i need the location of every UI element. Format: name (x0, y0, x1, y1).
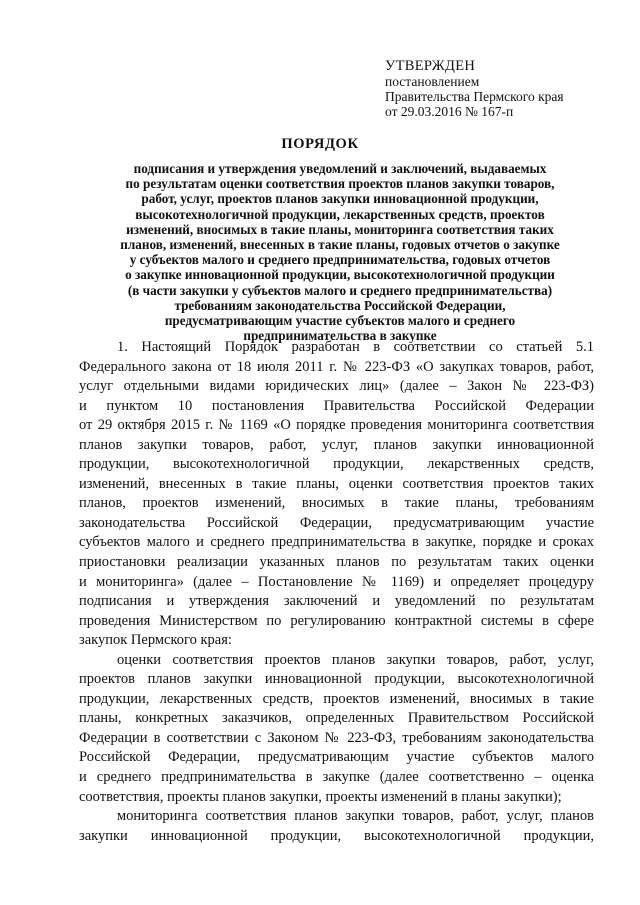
body-line: планов, проектов изменений, вносимых в такие планы, требованиям (79, 495, 594, 512)
subtitle-line: у субъектов малого и среднего предпринимательства, годовых отчетов (129, 252, 551, 268)
approval-line: постановлением (385, 74, 480, 89)
subtitle-line: предпринимательства в закупке (243, 328, 437, 344)
body-line: закупки инновационной продукции, высокотехнологичной продукции, (79, 827, 594, 844)
document-title: ПОРЯДОК (281, 136, 359, 152)
body-line: услуг отдельными видами юридических лиц» (далее – Закон № 223-ФЗ) (79, 378, 594, 395)
body-line: Федерального закона от 18 июля 2011 г. № 223-ФЗ «О закупках товаров, работ, (79, 358, 594, 375)
approval-stamp (385, 59, 625, 119)
body-line: продукции, высокотехнологичной продукции, лекарственных средств, (79, 456, 594, 473)
subtitle-line: высокотехнологичной продукции, лекарственных средств, проектов (135, 206, 545, 222)
document-subtitle (60, 161, 620, 343)
subtitle-line: работ, услуг, проектов планов закупки инновационной продукции, (141, 191, 539, 207)
subtitle-line: о закупке инновационной продукции, высокотехнологичной продукции (125, 267, 555, 283)
body-line: и среднего предпринимательства в закупке (далее соответственно – оценка (79, 769, 594, 786)
body-line: планов закупки товаров, работ, услуг, планов закупки инновационной (79, 436, 594, 453)
body-line: законодательства Российской Федерации, предусматривающим участие (79, 514, 594, 531)
body-line: от 29 октября 2015 г. № 1169 «О порядке проведения мониторинга соответствия (79, 417, 594, 434)
subtitle-line: планов, изменений, внесенных в такие планы, годовых отчетов о закупке (120, 237, 560, 253)
subtitle-line: (в части закупки у субъектов малого и среднего предпринимательства) (127, 282, 553, 298)
body-line: и мониторинга» (далее – Постановление № 1169) и определяет процедуру (79, 573, 594, 590)
subtitle-line: по результатам оценки соответствия проектов планов закупки товаров, (125, 176, 555, 192)
body-line: проектов планов закупки инновационной продукции, высокотехнологичной (79, 671, 594, 688)
body-text (79, 338, 594, 846)
body-line: Федерации в соответствии с Законом № 223-ФЗ, требованиям законодательства (79, 729, 594, 746)
approval-line: от 29.03.2016 № 167-п (385, 104, 514, 119)
body-line: изменений, внесенных в такие планы, оценки соответствия проектов таких (79, 475, 594, 492)
body-line: продукции, лекарственных средств, проектов изменений, вносимых в такие (79, 690, 594, 707)
body-line: планы, конкретных заказчиков, определенных Правительством Российской (79, 710, 594, 727)
body-line: и пунктом 10 постановления Правительства Российской Федерации (79, 397, 594, 414)
body-line: оценки соответствия проектов планов закупки товаров, работ, услуг, (117, 651, 594, 668)
body-line: мониторинга соответствия планов закупки товаров, работ, услуг, планов (117, 808, 594, 825)
body-line: закупок Пермского края: (79, 632, 232, 649)
body-line: проведения Министерством по регулированию контрактной системы в сфере (79, 612, 594, 629)
body-line: субъектов малого и среднего предпринимательства в закупке, порядке и сроках (79, 534, 594, 551)
approval-title: УТВЕРЖДЕН (385, 58, 476, 74)
body-line: 1. Настоящий Порядок разработан в соответствии со статьей 5.1 (117, 339, 594, 355)
body-line: подписания и утверждения заключений и уведомлений по результатам (79, 593, 594, 610)
subtitle-line: предусматривающим участие субъектов малого и среднего (164, 313, 516, 329)
body-line: приостановки реализации указанных планов по результатам таких оценки (79, 554, 594, 571)
approval-line: Правительства Пермского края (385, 89, 564, 104)
body-line: соответствия, проекты планов закупки, проекты изменений в планы закупки); (79, 788, 562, 805)
subtitle-line: подписания и утверждения уведомлений и заключений, выдаваемых (133, 161, 547, 176)
subtitle-line: требованиям законодательства Российской Федерации, (174, 297, 506, 313)
subtitle-line: изменений, вносимых в такие планы, мониторинга соответствия таких (126, 221, 554, 237)
body-line: Российской Федерации, предусматривающим участие субъектов малого (79, 749, 594, 766)
